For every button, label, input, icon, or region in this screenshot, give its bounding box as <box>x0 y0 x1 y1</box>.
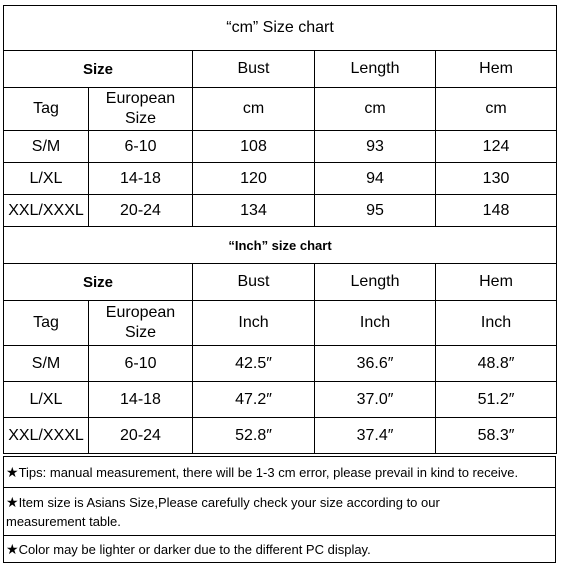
table-row <box>4 163 557 195</box>
bust-cell: 120 <box>193 163 315 195</box>
european-label-line1: European <box>105 304 176 321</box>
tip-3 <box>4 536 556 563</box>
bust-header: Bust <box>193 51 315 88</box>
length-cell: 94 <box>315 163 436 195</box>
hem-cell: 51.2″ <box>436 382 557 418</box>
length-unit: Inch <box>315 301 436 346</box>
tip-2-text-line2: measurement table. <box>6 513 121 529</box>
length-cell: 37.4″ <box>315 418 436 454</box>
european-label-line1: European <box>105 90 176 107</box>
length-cell: 37.0″ <box>315 382 436 418</box>
tip-2-text-line1: Item size is Asians Size,Please carefully check your size according to our <box>18 494 440 510</box>
hem-cell: 48.8″ <box>436 346 557 382</box>
inch-size-table <box>3 226 557 454</box>
tag-cell: L/XL <box>4 163 89 195</box>
size-header: Size <box>4 51 193 88</box>
eu-cell: 6-10 <box>89 131 193 163</box>
star-icon: ★ <box>6 540 19 557</box>
tag-cell: XXL/XXXL <box>4 195 89 227</box>
european-label-line2: Size <box>124 324 157 341</box>
length-header: Length <box>315 51 436 88</box>
tag-cell: L/XL <box>4 382 89 418</box>
cm-size-table <box>3 5 557 227</box>
tip-3-text: Color may be lighter or darker due to the different PC display. <box>18 541 371 557</box>
cm-chart-title: “cm” Size chart <box>4 6 557 51</box>
length-cell: 93 <box>315 131 436 163</box>
bust-cell: 47.2″ <box>193 382 315 418</box>
eu-cell: 20-24 <box>89 418 193 454</box>
tip-1 <box>4 457 556 488</box>
tip-1-text: Tips: manual measurement, there will be 1-3 cm error, please prevail in kind to receive. <box>18 464 519 480</box>
inch-chart-title: “Inch” size chart <box>4 227 557 264</box>
tag-cell: S/M <box>4 131 89 163</box>
eu-cell: 14-18 <box>89 163 193 195</box>
table-row <box>4 382 557 418</box>
european-size-header <box>89 88 193 131</box>
hem-cell: 148 <box>436 195 557 227</box>
table-row <box>4 131 557 163</box>
length-header: Length <box>315 264 436 301</box>
notes-table <box>3 456 556 563</box>
table-row <box>4 346 557 382</box>
bust-cell: 108 <box>193 131 315 163</box>
length-unit: cm <box>315 88 436 131</box>
bust-cell: 52.8″ <box>193 418 315 454</box>
tag-cell: S/M <box>4 346 89 382</box>
bust-header: Bust <box>193 264 315 301</box>
european-label-line2: Size <box>124 110 157 127</box>
tag-cell: XXL/XXXL <box>4 418 89 454</box>
hem-header: Hem <box>436 51 557 88</box>
hem-unit: Inch <box>436 301 557 346</box>
hem-cell: 58.3″ <box>436 418 557 454</box>
hem-header: Hem <box>436 264 557 301</box>
length-cell: 95 <box>315 195 436 227</box>
bust-cell: 134 <box>193 195 315 227</box>
star-icon: ★ <box>6 493 19 510</box>
length-cell: 36.6″ <box>315 346 436 382</box>
bust-unit: Inch <box>193 301 315 346</box>
table-row <box>4 195 557 227</box>
eu-cell: 20-24 <box>89 195 193 227</box>
tag-header: Tag <box>4 301 89 346</box>
bust-unit: cm <box>193 88 315 131</box>
hem-cell: 130 <box>436 163 557 195</box>
european-size-header <box>89 301 193 346</box>
eu-cell: 14-18 <box>89 382 193 418</box>
hem-cell: 124 <box>436 131 557 163</box>
bust-cell: 42.5″ <box>193 346 315 382</box>
hem-unit: cm <box>436 88 557 131</box>
star-icon: ★ <box>6 463 19 480</box>
eu-cell: 6-10 <box>89 346 193 382</box>
size-header: Size <box>4 264 193 301</box>
tag-header: Tag <box>4 88 89 131</box>
tip-2 <box>4 488 556 536</box>
table-row <box>4 418 557 454</box>
